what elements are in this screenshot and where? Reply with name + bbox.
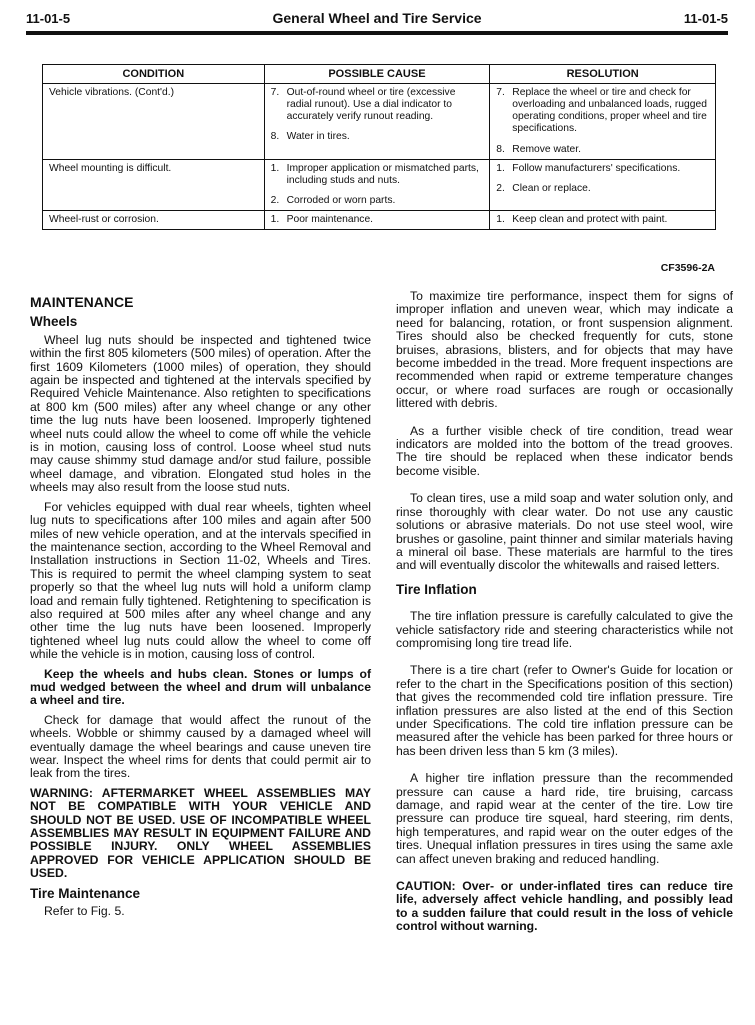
- paragraph: To clean tires, use a mild soap and water solution only, and rinse thoroughly with clear water. Do not use any caustic solutions or abrasive materials. Do not use steel wool, wire brushes or gasoline, paint thinner and similar materials having a mineral oil base. These materials are harmful to the tires and will eventually discolor the whitewalls and raised letters.: [396, 491, 733, 573]
- right-column: [396, 290, 733, 940]
- tire-maintenance-heading: Tire Maintenance: [30, 885, 141, 901]
- list-item: 2. Corroded or worn parts.: [270, 195, 396, 206]
- cause-cell: [264, 160, 490, 211]
- paragraph-bold: Keep the wheels and hubs clean. Stones or lumps of mud wedged between the wheel and drum will unbalance a wheel and tire.: [30, 666, 371, 708]
- paragraph: Refer to Fig. 5.: [44, 904, 125, 919]
- paragraph: As a further visible check of tire condition, tread wear indicators are molded into the bottom of the tread grooves. The tire should be replaced when these indicator bends become visible.: [396, 423, 733, 478]
- figure-id: CF3596-2A: [660, 262, 715, 274]
- list-item: 7. Replace the wheel or tire and check for overloading and unbalanced loads, rugged operating conditions, proper wheel and tire specifications.: [496, 87, 707, 134]
- condition-cell: Vehicle vibrations. (Cont'd.): [43, 84, 265, 160]
- header-condition: CONDITION: [43, 65, 265, 84]
- table-header-row: [43, 65, 716, 84]
- table-row: [43, 160, 716, 211]
- page-title: General Wheel and Tire Service: [272, 10, 482, 26]
- header-rule: [26, 31, 728, 35]
- page-header: [26, 8, 728, 30]
- paragraph: There is a tire chart (refer to Owner's Guide for location or refer to the chart in the Specifications position of this section) that gives the recommended cold tire inflation pressure. Tire inflation pressures are also listed at the end of this Section under Specifications. The cold tire inflation pressure can be measured after the vehicle has been parked for three hours or has been driven less than 5 km (3 miles).: [396, 663, 733, 758]
- list-item: 8. Water in tires.: [270, 131, 350, 142]
- resolution-cell: [490, 160, 716, 211]
- cause-cell: [264, 84, 490, 160]
- paragraph: For vehicles equipped with dual rear wheels, tighten wheel lug nuts to specifications after 100 miles and again after 500 miles of new vehicle operation, and at the intervals specified in the maintenance section, according to the Wheel Removal and Installation instructions in Section 11-02, Wheels and Tires. This is required to permit the wheel clamping system to seat properly so that the wheel lug nuts will hold a uniform clamp load and remain fully tightened. Retightening to specification is also required at 500 miles after any wheel change and any other time the lug nuts have been loosened. Improperly tightened wheel lug nuts could allow the wheel to come off while the vehicle is in motion, causing loss of control.: [30, 499, 371, 662]
- list-item: 2. Clean or replace.: [496, 183, 591, 194]
- paragraph: To maximize tire performance, inspect them for signs of improper inflation and uneven wear, which may indicate a need for balancing, rotation, or front suspension alignment. Tires should also be checked frequently for cuts, stone bruises, abrasions, blisters, and for objects that may have become imbedded in the tread. More frequent inspections are recommended when rapid or extreme temperature changes occur, or where road surfaces are rough or occasionally littered with debris.: [396, 289, 733, 411]
- diagnosis-table: [42, 64, 716, 230]
- left-column: [30, 290, 371, 924]
- list-item: 1. Improper application or mismatched parts, including studs and nuts.: [270, 163, 479, 186]
- header-possible-cause: POSSIBLE CAUSE: [264, 65, 490, 84]
- list-item: 8. Remove water.: [496, 144, 581, 155]
- table-row: [43, 211, 716, 230]
- paragraph: The tire inflation pressure is carefully calculated to give the vehicle satisfactory ride and steering characteristics while not compromising long tire tread life.: [396, 609, 733, 650]
- condition-cell: Wheel-rust or corrosion.: [43, 211, 265, 230]
- cause-cell: [264, 211, 490, 230]
- tire-inflation-heading: Tire Inflation: [396, 581, 477, 597]
- header-resolution: RESOLUTION: [490, 65, 716, 84]
- condition-cell: Wheel mounting is difficult.: [43, 160, 265, 211]
- table-row: [43, 84, 716, 160]
- page-number-left: 11-01-5: [26, 11, 71, 26]
- paragraph: Wheel lug nuts should be inspected and tightened twice within the first 805 kilometers (500 miles) of operation. After the first 1609 Kilometers (1000 miles) of operation, they should again be inspected and tightened at the intervals specified by Required Vehicle Maintenance. Also retighten to specifications at 800 km (500 miles) after any wheel change or any other time the lug nuts have been loosened. Improperly tightened wheel nuts could allow the wheel to come off while the vehicle is in motion, causing loss of control. Loose wheel stud nuts may cause shimmy stud damage and/or stud failure, possible wheel damage, and vibration. Elongated stud holes in the wheels may also result from the loose stud nuts.: [30, 332, 371, 495]
- maintenance-heading: MAINTENANCE: [30, 294, 134, 310]
- list-item: 1. Poor maintenance.: [270, 214, 374, 225]
- wheels-heading: Wheels: [30, 314, 78, 330]
- resolution-cell: [490, 211, 716, 230]
- list-item: 1. Follow manufacturers' specifications.: [496, 163, 681, 174]
- paragraph: Check for damage that would affect the runout of the wheels. Wobble or shimmy caused by a damaged wheel will eventually damage the wheel bearings and cause uneven tire wear. Inspect the wheel rims for dents that could permit air to leak from the tires.: [30, 712, 371, 781]
- list-item: 1. Keep clean and protect with paint.: [496, 214, 668, 225]
- list-item: 7. Out-of-round wheel or tire (excessive radial runout). Use a dial indicator to accurately verify runout reading.: [270, 87, 456, 122]
- paragraph: A higher tire inflation pressure than the recommended pressure can cause a hard ride, tire bruising, carcass damage, and rapid wear at the center of the tire. Low tire pressure can produce tire squeal, hard steering, rim dents, high temperatures, and rapid wear on the outer edges of the tires. Unequal inflation pressures in tires using the same axle can affect uneven braking and reduced handling.: [396, 771, 733, 866]
- resolution-cell: [490, 84, 716, 160]
- warning-notice: WARNING: AFTERMARKET WHEEL ASSEMBLIES MAY NOT BE COMPATIBLE WITH YOUR VEHICLE AND SHOULD NOT BE USED. USE OF INCOMPATIBLE WHEEL ASSEMBLIES MAY RESULT IN EQUIPMENT FAILURE AND POSSIBLE INJURY. ONLY WHEEL ASSEMBLIES APPROVED FOR VEHICLE APPLICATION SHOULD BE USED.: [30, 785, 371, 881]
- caution-notice: CAUTION: Over- or under-inflated tires can reduce tire life, adversely affect vehicle handling, and possibly lead to a sudden failure that could result in the loss of vehicle control without warning.: [396, 879, 733, 934]
- page-number-right: 11-01-5: [683, 11, 728, 26]
